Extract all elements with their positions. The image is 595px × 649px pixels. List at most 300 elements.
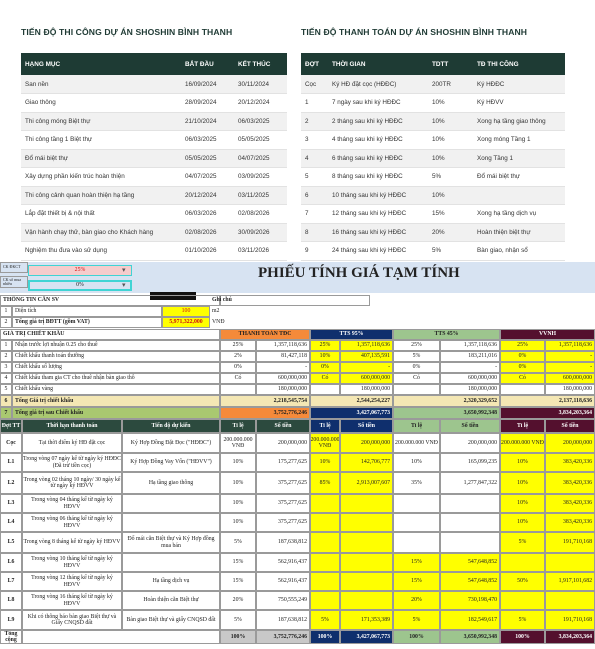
pay-rate: 200.000.000 VNĐ <box>393 433 440 453</box>
pay-amount: 200,000,000 <box>545 433 595 453</box>
discount-amount: 81,427,118 <box>256 351 310 362</box>
discount-rate: 0% <box>393 362 440 373</box>
discount-rate <box>310 384 340 395</box>
pay-rate: 5% <box>310 610 340 630</box>
pay-amount <box>340 553 393 572</box>
pay-amount: 1,917,101,682 <box>545 572 595 591</box>
construction-cell: 21/10/2024 <box>181 112 234 131</box>
pay-amount: 142,706,777 <box>340 453 393 472</box>
pay-row-time: Trong vòng 10 tháng kể từ ngày ký HĐVV <box>22 553 122 572</box>
area-unit: m2 <box>212 308 220 315</box>
pay-row-progress <box>122 553 220 572</box>
table-row <box>21 94 287 113</box>
pay-amount: 562,916,437 <box>256 572 310 591</box>
discount-rate: 5% <box>393 351 440 362</box>
pay-row-id: L2 <box>0 472 22 494</box>
pay-rate <box>310 494 340 513</box>
construction-cell: 02/08/2026 <box>181 223 234 242</box>
discount-row-label: Chiết khấu vàng <box>12 384 220 395</box>
construction-header-0: HẠNG MỤC <box>21 53 181 75</box>
pay-amount <box>340 532 393 553</box>
payment-cell: 7 <box>301 205 328 224</box>
payment-cell: 15% <box>428 205 473 224</box>
table-row <box>21 168 287 187</box>
discount-amount: - <box>545 351 595 362</box>
discount-rate: Có <box>500 373 545 384</box>
pay-h-rate: Tỉ lệ <box>393 419 440 433</box>
table-row <box>21 75 287 94</box>
pay-amount <box>340 572 393 591</box>
pay-amount: 375,277,625 <box>256 494 310 513</box>
pay-amount <box>545 591 595 610</box>
pay-row-progress: Bàn giao Biệt thự và giấy CNQSD đất <box>122 610 220 630</box>
discount-rate: 0% <box>310 362 340 373</box>
pay-row-time: Trong vòng 04 tháng kể từ ngày ký HĐVV <box>22 494 122 513</box>
payment-cell: 5% <box>428 242 473 261</box>
pay-rate: 200.000.000 VNĐ <box>220 433 256 453</box>
payment-header-2: TDTT <box>428 53 473 75</box>
pay-row-progress: Hoàn thiện căn Biệt thự <box>122 591 220 610</box>
pay-rate: 10% <box>310 453 340 472</box>
pay-amount: 383,420,336 <box>545 472 595 494</box>
construction-cell: 30/09/2026 <box>234 223 287 242</box>
payment-header-1: THỜI GIAN <box>328 53 428 75</box>
construction-cell: San nền <box>21 75 181 94</box>
pay-amount <box>340 494 393 513</box>
payment-cell: 200TR <box>428 75 473 94</box>
pay-amount: 547,648,852 <box>440 572 500 591</box>
pay-rate: 10% <box>220 453 256 472</box>
pay-rate: 200.000.000 VNĐ <box>310 433 340 453</box>
pay-row-time: Trong vòng 8 tháng kể từ ngày ký HĐVV <box>22 532 122 553</box>
pay-amount: 200,000,000 <box>440 433 500 453</box>
pay-total-amount: 3,752,776,246 <box>256 630 310 644</box>
pay-rate <box>310 553 340 572</box>
discount-label: GIÁ TRỊ CHIẾT KHẤU <box>0 329 220 340</box>
pay-h-amount: Số tiền <box>440 419 500 433</box>
discount-amount: 180,000,000 <box>340 384 393 395</box>
pay-amount <box>340 591 393 610</box>
pay-row-progress: Đổ mái căn Biệt thự và Ký Hợp đồng mua bán <box>122 532 220 553</box>
discount-rate: 0% <box>500 351 545 362</box>
pay-rate: 15% <box>393 572 440 591</box>
info-label: THÔNG TIN CĂN SV <box>0 295 220 306</box>
pay-h-time: Thời hạn thanh toán <box>22 419 122 433</box>
table-row <box>301 205 565 224</box>
discount-rate: 10% <box>310 351 340 362</box>
payment-cell: 3 <box>301 131 328 150</box>
pay-row-id: L1 <box>0 453 22 472</box>
row-num: 4 <box>0 373 12 384</box>
table-row <box>21 186 287 205</box>
pay-amount: 2,913,007,607 <box>340 472 393 494</box>
pay-rate <box>310 591 340 610</box>
total-value: 3,834,203,364 <box>500 407 595 419</box>
construction-cell: 02/08/2026 <box>234 205 287 224</box>
pay-row-time: Trong vòng 02 tháng 10 ngày/ 30 ngày kể từ ngày ký HĐVV <box>22 472 122 494</box>
discount-row-label: Chiết khấu tham gia CT cho thuê nhận bàn giao thô <box>12 373 220 384</box>
pay-amount: 547,648,852 <box>440 553 500 572</box>
total-value: 3,650,992,348 <box>393 407 500 419</box>
pay-row-progress: Hạ tầng giao thông <box>122 472 220 494</box>
payment-cell: Hoàn thiện biệt thự <box>473 223 565 242</box>
pay-row-progress <box>122 513 220 532</box>
discount-amount: 180,000,000 <box>256 384 310 395</box>
pay-h-rate: Tỉ lệ <box>500 419 545 433</box>
pay-amount: 383,420,336 <box>545 453 595 472</box>
discount-rate: 0% <box>500 362 545 373</box>
discount-rate: Có <box>220 373 256 384</box>
pay-amount: 562,916,437 <box>256 553 310 572</box>
pay-rate: 200.000.000 VNĐ <box>500 433 545 453</box>
discount-amount: 1,357,118,636 <box>545 340 595 351</box>
construction-cell: 06/03/2026 <box>181 205 234 224</box>
table-row <box>301 223 565 242</box>
pay-rate: 10% <box>500 472 545 494</box>
payment-cell <box>473 186 565 205</box>
pay-amount: 200,000,000 <box>256 433 310 453</box>
pay-total-rate: 100% <box>310 630 340 644</box>
payment-header-3: TĐ THI CÔNG <box>473 53 565 75</box>
payment-cell: 9 <box>301 242 328 261</box>
construction-cell: 05/05/2025 <box>181 149 234 168</box>
construction-cell: 04/07/2025 <box>181 168 234 187</box>
group-tts95: TTS 95% <box>310 329 393 340</box>
pay-row-progress: Hạ tầng dịch vụ <box>122 572 220 591</box>
pay-amount: 383,420,336 <box>545 494 595 513</box>
pay-row-id: L4 <box>0 513 22 532</box>
pay-row-progress: Ký Hợp Đồng Đặt Đọc ("HĐĐC") <box>122 433 220 453</box>
discount-amount: - <box>340 362 393 373</box>
info-blank <box>220 295 370 306</box>
discount-amount: 183,211,016 <box>440 351 500 362</box>
pay-rate <box>310 513 340 532</box>
table-row <box>301 112 565 131</box>
payment-cell: Ký HĐ đặt cọc (HĐĐC) <box>328 75 428 94</box>
total-value: 3,427,067,773 <box>310 407 393 419</box>
pay-rate: 10% <box>500 513 545 532</box>
top-panel <box>0 0 595 262</box>
pay-rate: 20% <box>220 591 256 610</box>
pay-rate: 15% <box>220 572 256 591</box>
pay-rate: 5% <box>500 532 545 553</box>
pay-amount <box>440 513 500 532</box>
area-value: 100 <box>162 306 210 317</box>
row-num: 3 <box>0 362 12 373</box>
group-tts45: TTS 45% <box>393 329 500 340</box>
construction-cell: 06/03/2025 <box>234 112 287 131</box>
pay-row-time: Tại thời điểm ký HĐ đặt cọc <box>22 433 122 453</box>
construction-cell: Thi công tầng 1 Biệt thự <box>21 131 181 150</box>
construction-cell: 20/12/2024 <box>234 94 287 113</box>
construction-cell: Vận hành chạy thử, bàn giao cho Khách hàng <box>21 223 181 242</box>
construction-cell: 01/10/2026 <box>181 242 234 261</box>
pay-amount <box>545 553 595 572</box>
construction-cell: 30/11/2024 <box>234 75 287 94</box>
pay-row-time: Khi có thông báo bàn giao Biệt thự và Giấy CNQSD đất <box>22 610 122 630</box>
payment-cell: 5 <box>301 168 328 187</box>
ck-nhieu-label: CK số mua nhiều <box>0 276 28 288</box>
construction-cell: 05/05/2025 <box>234 131 287 150</box>
construction-cell: 03/11/2025 <box>234 186 287 205</box>
payment-cell: 4 tháng sau khi ký HĐĐC <box>328 131 428 150</box>
discount-amount: 180,000,000 <box>545 384 595 395</box>
payment-cell: 10% <box>428 94 473 113</box>
table-row <box>21 149 287 168</box>
discount-rate: 0% <box>220 362 256 373</box>
discount-rate <box>220 384 256 395</box>
pay-amount: 200,000,000 <box>340 433 393 453</box>
pay-h-rate: Tỉ lệ <box>220 419 256 433</box>
row-num: 1 <box>0 306 12 317</box>
table-row <box>21 223 287 242</box>
discount-row-label: Chiết khấu thanh toán thường <box>12 351 220 362</box>
construction-cell: 04/07/2025 <box>234 149 287 168</box>
row-num: 6 <box>0 395 12 407</box>
pay-amount: 175,277,625 <box>256 453 310 472</box>
ck-nhieu-select[interactable]: 0% <box>28 280 132 291</box>
pay-amount: 171,353,389 <box>340 610 393 630</box>
note-label: Ghi chú <box>212 297 232 304</box>
payment-cell: 8 tháng sau khi ký HĐĐC <box>328 168 428 187</box>
construction-cell: 28/09/2024 <box>181 94 234 113</box>
construction-title: TIẾN ĐỘ THI CÔNG DỰ ÁN SHOSHIN BÌNH THANH <box>21 27 233 37</box>
pay-rate: 15% <box>220 553 256 572</box>
pay-total-rate: 100% <box>393 630 440 644</box>
construction-cell: 06/03/2025 <box>181 131 234 150</box>
discount-amount: - <box>256 362 310 373</box>
table-row <box>301 242 565 261</box>
total-value: 2,137,118,636 <box>500 395 595 407</box>
payment-cell: 2 tháng sau khi ký HĐĐC <box>328 112 428 131</box>
price-sheet <box>0 262 595 649</box>
construction-cell: Xây dựng phần kiến trúc hoàn thiện <box>21 168 181 187</box>
payment-cell: 16 tháng sau khi ký HĐĐC <box>328 223 428 242</box>
pay-row-id: L6 <box>0 553 22 572</box>
construction-cell: 16/09/2024 <box>181 75 234 94</box>
payment-cell: 7 ngày sau khi ký HĐĐC <box>328 94 428 113</box>
pay-amount: 191,710,168 <box>545 610 595 630</box>
pay-rate: 10% <box>500 453 545 472</box>
area-label: Diện tích <box>12 306 162 317</box>
total-label: Tổng giá trị sau Chiết khấu <box>12 407 220 419</box>
pay-total-blank <box>22 630 220 644</box>
construction-cell: 03/11/2026 <box>234 242 287 261</box>
chevron-down-icon[interactable]: ▾ <box>122 281 126 289</box>
construction-cell: Thi công móng Biệt thự <box>21 112 181 131</box>
pay-rate <box>393 532 440 553</box>
discount-rate: 25% <box>220 340 256 351</box>
pay-amount <box>440 532 500 553</box>
payment-cell: Cọc <box>301 75 328 94</box>
row-num: 2 <box>0 317 12 328</box>
pay-rate: 10% <box>500 494 545 513</box>
discount-amount: 1,357,118,636 <box>256 340 310 351</box>
construction-cell: 03/09/2025 <box>234 168 287 187</box>
ck-dkct-label: CK ĐKCT <box>0 262 28 273</box>
discount-amount: 600,000,000 <box>340 373 393 384</box>
payment-cell: 6 tháng sau khi ký HĐĐC <box>328 149 428 168</box>
payment-cell: 5% <box>428 168 473 187</box>
pay-amount: 750,555,249 <box>256 591 310 610</box>
pay-row-id: L7 <box>0 572 22 591</box>
ck-dkct-select[interactable]: 25% <box>28 265 132 276</box>
payment-cell: Ký HĐVV <box>473 94 565 113</box>
pay-rate: 5% <box>220 532 256 553</box>
pay-rate: 5% <box>393 610 440 630</box>
payment-cell: 24 tháng sau khi ký HĐĐC <box>328 242 428 261</box>
pay-row-id: Cọc <box>0 433 22 453</box>
pay-amount: 165,099,235 <box>440 453 500 472</box>
construction-cell: Giao thông <box>21 94 181 113</box>
table-row <box>21 112 287 131</box>
discount-rate: 2% <box>220 351 256 362</box>
pay-h-progress: Tiến độ dự kiến <box>122 419 220 433</box>
payment-title: TIẾN ĐỘ THANH TOÁN DỰ ÁN SHOSHIN BÌNH THANH <box>301 27 528 37</box>
pay-rate: 5% <box>500 610 545 630</box>
pay-rate <box>310 572 340 591</box>
discount-row-label: Chiết khấu số lượng <box>12 362 220 373</box>
discount-amount: - <box>440 362 500 373</box>
payment-cell: 12 tháng sau khi ký HĐĐC <box>328 205 428 224</box>
total-value: 2,544,254,227 <box>310 395 393 407</box>
pay-total-label: Tổng cộng <box>0 630 22 644</box>
group-tdc: THANH TOÁN TĐC <box>220 329 310 340</box>
payment-cell: 20% <box>428 223 473 242</box>
table-row <box>301 149 565 168</box>
payment-cell: 10% <box>428 131 473 150</box>
pay-row-progress: Ký Hợp Đồng Vay Vốn ("HĐVV") <box>122 453 220 472</box>
pay-amount: 187,638,812 <box>256 532 310 553</box>
pay-amount: 730,198,470 <box>440 591 500 610</box>
payment-cell: 2 <box>301 112 328 131</box>
pay-row-id: L8 <box>0 591 22 610</box>
pay-rate: 85% <box>310 472 340 494</box>
discount-rate: 25% <box>500 340 545 351</box>
pay-amount: 182,549,617 <box>440 610 500 630</box>
discount-rate: Có <box>393 373 440 384</box>
chevron-down-icon[interactable]: ▾ <box>122 266 126 274</box>
pay-rate: 5% <box>220 610 256 630</box>
payment-cell: 8 <box>301 223 328 242</box>
total-price-label: Tổng giá trị BĐTT (gồm VAT) <box>12 317 162 328</box>
pay-amount <box>340 513 393 532</box>
pay-row-id: L5 <box>0 532 22 553</box>
discount-rate: Có <box>310 373 340 384</box>
row-num: 1 <box>0 340 12 351</box>
pay-total-amount: 3,834,203,364 <box>545 630 595 644</box>
pay-rate <box>393 513 440 532</box>
construction-cell: Đổ mái biệt thự <box>21 149 181 168</box>
discount-amount: 407,135,591 <box>340 351 393 362</box>
total-price-value: 5,971,322,000 <box>162 317 210 328</box>
construction-cell: Lắp đặt thiết bị & nội thất <box>21 205 181 224</box>
pay-total-rate: 100% <box>500 630 545 644</box>
pay-h-amount: Số tiền <box>545 419 595 433</box>
pay-rate <box>393 494 440 513</box>
pay-rate: 35% <box>393 472 440 494</box>
pay-rate <box>500 553 545 572</box>
payment-cell: 6 <box>301 186 328 205</box>
sheet-title: PHIẾU TÍNH GIÁ TẠM TÍNH <box>258 265 460 282</box>
construction-header-1: BẮT ĐẦU <box>181 53 234 75</box>
pay-rate: 50% <box>500 572 545 591</box>
payment-cell: 1 <box>301 94 328 113</box>
table-row <box>301 186 565 205</box>
payment-cell: Xong Tầng 1 <box>473 149 565 168</box>
discount-amount: 1,357,118,636 <box>340 340 393 351</box>
discount-rate: 25% <box>393 340 440 351</box>
table-row <box>21 131 287 150</box>
pay-total-rate: 100% <box>220 630 256 644</box>
pay-rate: 10% <box>220 472 256 494</box>
group-vvnh: VVNH <box>500 329 595 340</box>
pay-row-id: L3 <box>0 494 22 513</box>
pay-rate: 10% <box>220 494 256 513</box>
discount-rate <box>500 384 545 395</box>
construction-table <box>21 53 287 261</box>
pay-rate: 15% <box>393 553 440 572</box>
payment-cell: Đổ mái biệt thự <box>473 168 565 187</box>
payment-cell: Ký HĐĐC <box>473 75 565 94</box>
table-row <box>21 205 287 224</box>
table-row <box>21 242 287 261</box>
discount-rate: 25% <box>310 340 340 351</box>
payment-cell: Xong hạ tầng dịch vụ <box>473 205 565 224</box>
payment-cell: 10% <box>428 186 473 205</box>
pay-rate <box>500 591 545 610</box>
pay-row-time: Trong vòng 12 tháng kể từ ngày ký HĐVV <box>22 572 122 591</box>
total-value: 3,752,776,246 <box>220 407 310 419</box>
total-value: 2,320,329,652 <box>393 395 500 407</box>
discount-amount: - <box>545 362 595 373</box>
payment-table <box>301 53 565 261</box>
construction-cell: Nghiệm thu đưa vào sử dụng <box>21 242 181 261</box>
construction-cell: 20/12/2024 <box>181 186 234 205</box>
pay-total-amount: 3,650,992,348 <box>440 630 500 644</box>
pay-h-amount: Số tiền <box>256 419 310 433</box>
pay-rate: 20% <box>393 591 440 610</box>
table-row <box>301 168 565 187</box>
pay-amount: 187,638,812 <box>256 610 310 630</box>
pay-rate <box>310 532 340 553</box>
pay-h-rate: Tỉ lệ <box>310 419 340 433</box>
payment-cell: Xong hạ tầng giao thông <box>473 112 565 131</box>
pay-row-progress <box>122 494 220 513</box>
total-value: 2,218,545,754 <box>220 395 310 407</box>
total-label: Tổng Giá trị chiết khấu <box>12 395 220 407</box>
pay-h-dot: Đợt TT <box>0 419 22 433</box>
payment-cell: Bàn giao, nhận sổ <box>473 242 565 261</box>
row-num: 5 <box>0 384 12 395</box>
table-row <box>301 94 565 113</box>
payment-header-0: ĐỢT <box>301 53 328 75</box>
pay-amount <box>440 494 500 513</box>
discount-rate <box>393 384 440 395</box>
pay-amount: 383,420,336 <box>545 513 595 532</box>
pay-total-amount: 3,427,067,773 <box>340 630 393 644</box>
pay-rate: 10% <box>393 453 440 472</box>
discount-amount: 1,357,118,636 <box>440 340 500 351</box>
discount-amount: 600,000,000 <box>256 373 310 384</box>
row-num: 2 <box>0 351 12 362</box>
pay-amount: 375,277,625 <box>256 472 310 494</box>
table-row <box>301 75 565 94</box>
construction-header-2: KẾT THÚC <box>234 53 287 75</box>
table-row <box>301 131 565 150</box>
pay-row-time: Trong vòng 07 ngày kể từ ngày ký HĐĐC (Đã trừ tiền cọc) <box>22 453 122 472</box>
pay-amount: 375,277,625 <box>256 513 310 532</box>
